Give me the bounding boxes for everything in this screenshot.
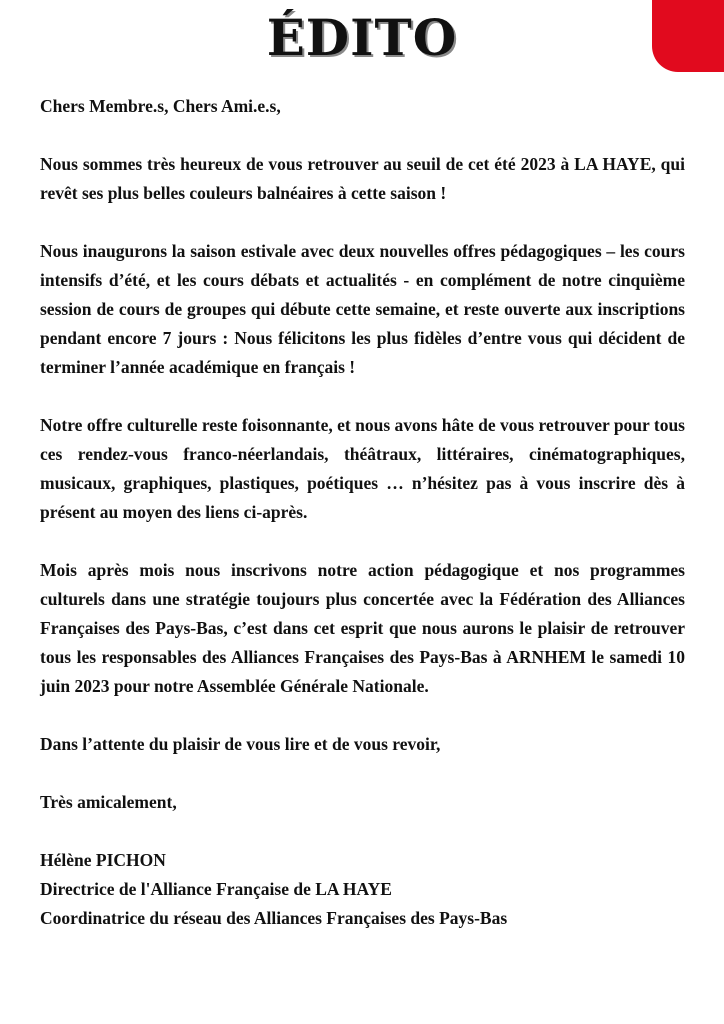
- signature-role-2: Coordinatrice du réseau des Alliances Françaises des Pays-Bas: [40, 908, 508, 928]
- letter-closing: Très amicalement,: [40, 792, 177, 812]
- page-title: ÉDITO: [266, 8, 458, 67]
- letter-paragraph-5: Dans l’attente du plaisir de vous lire et de vous revoir,: [40, 734, 441, 754]
- letter-body: [40, 92, 685, 933]
- signature-block: [40, 846, 685, 933]
- signature-name: Hélène PICHON: [40, 850, 166, 870]
- signature-role-1: Directrice de l'Alliance Française de LA HAYE: [40, 879, 392, 899]
- letter-paragraph-4: Mois après mois nous inscrivons notre action pédagogique et nos programmes culturels dans une stratégie toujours plus concertée avec la Fédération des Alliances Françaises des Pays-Bas, c’est dans cet esprit que nous aurons le plaisir de retrouver tous les responsables des Alliances Françaises des Pays-Bas à ARNHEM le samedi 10 juin 2023 pour notre Assemblée Générale Nationale.: [40, 560, 685, 696]
- letter-paragraph-1: Nous sommes très heureux de vous retrouver au seuil de cet été 2023 à LA HAYE, qui revêt ses plus belles couleurs balnéaires à cette saison !: [40, 154, 685, 203]
- letter-paragraph-2: Nous inaugurons la saison estivale avec deux nouvelles offres pédagogiques – les cours intensifs d’été, et les cours débats et actualités - en complément de notre cinquième session de cours de groupes qui débute cette semaine, et reste ouverte aux inscriptions pendant encore 7 jours : Nous félicitons les plus fidèles d’entre vous qui décident de terminer l’année académique en français !: [40, 241, 685, 377]
- letter-greeting: Chers Membre.s, Chers Ami.e.s,: [40, 96, 281, 116]
- letter-paragraph-3: Notre offre culturelle reste foisonnante, et nous avons hâte de vous retrouver pour tous ces rendez-vous franco-néerlandais, théâtraux, littéraires, cinématographiques, musicaux, graphiques, plastiques, poétiques … n’hésitez pas à vous inscrire dès à présent au moyen des liens ci-après.: [40, 415, 685, 522]
